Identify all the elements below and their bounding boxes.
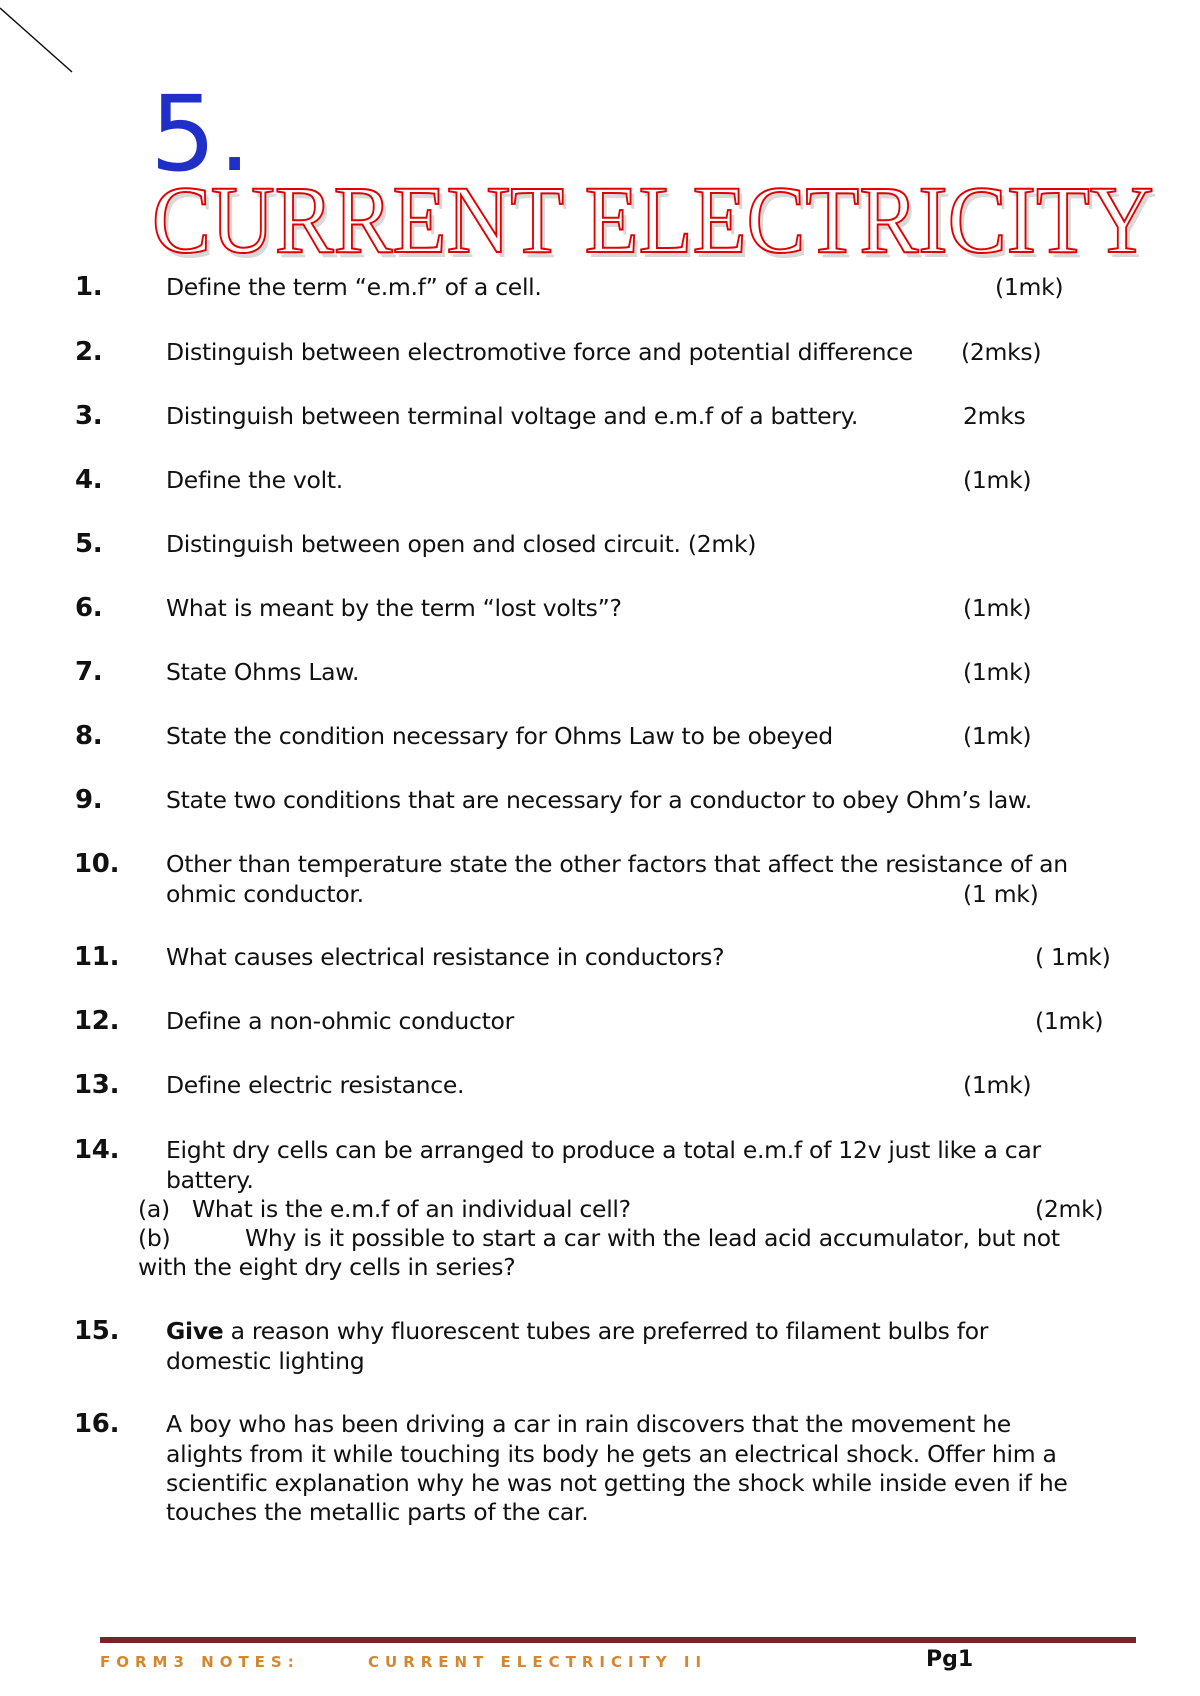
question-text: Other than temperature state the other factors that affect the resistance of an bbox=[166, 850, 1068, 878]
question-marks: ( 1mk) bbox=[1035, 943, 1111, 971]
question-number: 5. bbox=[75, 529, 103, 559]
question-text: State two conditions that are necessary for a conductor to obey Ohm’s law. bbox=[166, 786, 1032, 814]
question-number: 4. bbox=[75, 465, 103, 495]
question-number: 7. bbox=[75, 657, 103, 687]
part-marks: (2mk) bbox=[1035, 1195, 1104, 1223]
question-text: State the condition necessary for Ohms Law to be obeyed bbox=[166, 722, 833, 750]
question-marks: 2mks bbox=[963, 402, 1026, 430]
question-text: touches the metallic parts of the car. bbox=[166, 1498, 589, 1526]
question-number: 11. bbox=[74, 942, 120, 972]
page-number: Pg1 bbox=[926, 1647, 974, 1672]
question-text: Distinguish between electromotive force and potential difference bbox=[166, 338, 913, 366]
question-text: battery. bbox=[166, 1166, 254, 1194]
question-number: 12. bbox=[74, 1006, 120, 1036]
question-number: 8. bbox=[75, 721, 103, 751]
question-text: A boy who has been driving a car in rain discovers that the movement he bbox=[166, 1410, 1011, 1438]
question-text: Define a non-ohmic conductor bbox=[166, 1007, 514, 1035]
bold-lead: Give bbox=[166, 1317, 224, 1345]
question-number: 1. bbox=[75, 272, 103, 302]
footer-topic-label: CURRENT ELECTRICITY II bbox=[368, 1653, 708, 1671]
question-14b-line-2 bbox=[138, 1252, 1138, 1282]
question-text: Distinguish between terminal voltage and e.m.f of a battery. bbox=[166, 402, 859, 430]
question-number: 9. bbox=[75, 785, 103, 815]
question-number: 6. bbox=[75, 593, 103, 623]
footer-divider bbox=[100, 1637, 1136, 1643]
question-number: 16. bbox=[74, 1409, 120, 1439]
question-text: scientific explanation why he was not getting the shock while inside even if he bbox=[166, 1469, 1068, 1497]
question-text: Define the volt. bbox=[166, 466, 343, 494]
question-number: 2. bbox=[75, 337, 103, 367]
part-text: What is the e.m.f of an individual cell? bbox=[192, 1195, 631, 1223]
question-text: Distinguish between open and closed circuit. (2mk) bbox=[166, 530, 757, 558]
question-text: What is meant by the term “lost volts”? bbox=[166, 594, 622, 622]
corner-decoration-line bbox=[0, 0, 80, 80]
question-marks: (1mk) bbox=[963, 722, 1032, 750]
part-label: (b) bbox=[138, 1224, 171, 1252]
question-marks: (1mk) bbox=[963, 1071, 1032, 1099]
question-marks: (1mk) bbox=[995, 273, 1064, 301]
question-14a bbox=[138, 1194, 1138, 1224]
part-label: (a) bbox=[138, 1195, 170, 1223]
question-number: 14. bbox=[74, 1135, 120, 1165]
footer-form-label: FORM3 NOTES: bbox=[100, 1653, 300, 1671]
part-text: Why is it possible to start a car with the lead acid accumulator, but not bbox=[245, 1224, 1060, 1252]
question-marks: (1mk) bbox=[963, 466, 1032, 494]
question-text: Define the term “e.m.f” of a cell. bbox=[166, 273, 542, 301]
question-text-rest: a reason why fluorescent tubes are preferred to filament bulbs for bbox=[223, 1317, 989, 1345]
question-text: alights from it while touching its body he gets an electrical shock. Offer him a bbox=[166, 1440, 1057, 1468]
chapter-number: 5. bbox=[150, 73, 254, 195]
question-marks: (1mk) bbox=[1035, 1007, 1104, 1035]
question-text: What causes electrical resistance in conductors? bbox=[166, 943, 725, 971]
part-text: with the eight dry cells in series? bbox=[138, 1253, 516, 1281]
question-text: State Ohms Law. bbox=[166, 658, 360, 686]
question-text: Define electric resistance. bbox=[166, 1071, 465, 1099]
question-text: ohmic conductor. bbox=[166, 880, 364, 908]
question-number: 3. bbox=[75, 401, 103, 431]
question-number: 10. bbox=[74, 849, 120, 879]
chapter-title: CURRENT ELECTRICITY bbox=[152, 166, 1154, 273]
question-text bbox=[166, 1316, 1146, 1346]
question-14b bbox=[138, 1223, 1138, 1253]
question-text: domestic lighting bbox=[166, 1347, 365, 1375]
question-marks: (1 mk) bbox=[963, 880, 1039, 908]
question-marks: (2mks) bbox=[961, 338, 1042, 366]
question-text: Eight dry cells can be arranged to produce a total e.m.f of 12v just like a car bbox=[166, 1136, 1041, 1164]
question-marks: (1mk) bbox=[963, 658, 1032, 686]
question-number: 13. bbox=[74, 1070, 120, 1100]
question-number: 15. bbox=[74, 1316, 120, 1346]
question-marks: (1mk) bbox=[963, 594, 1032, 622]
